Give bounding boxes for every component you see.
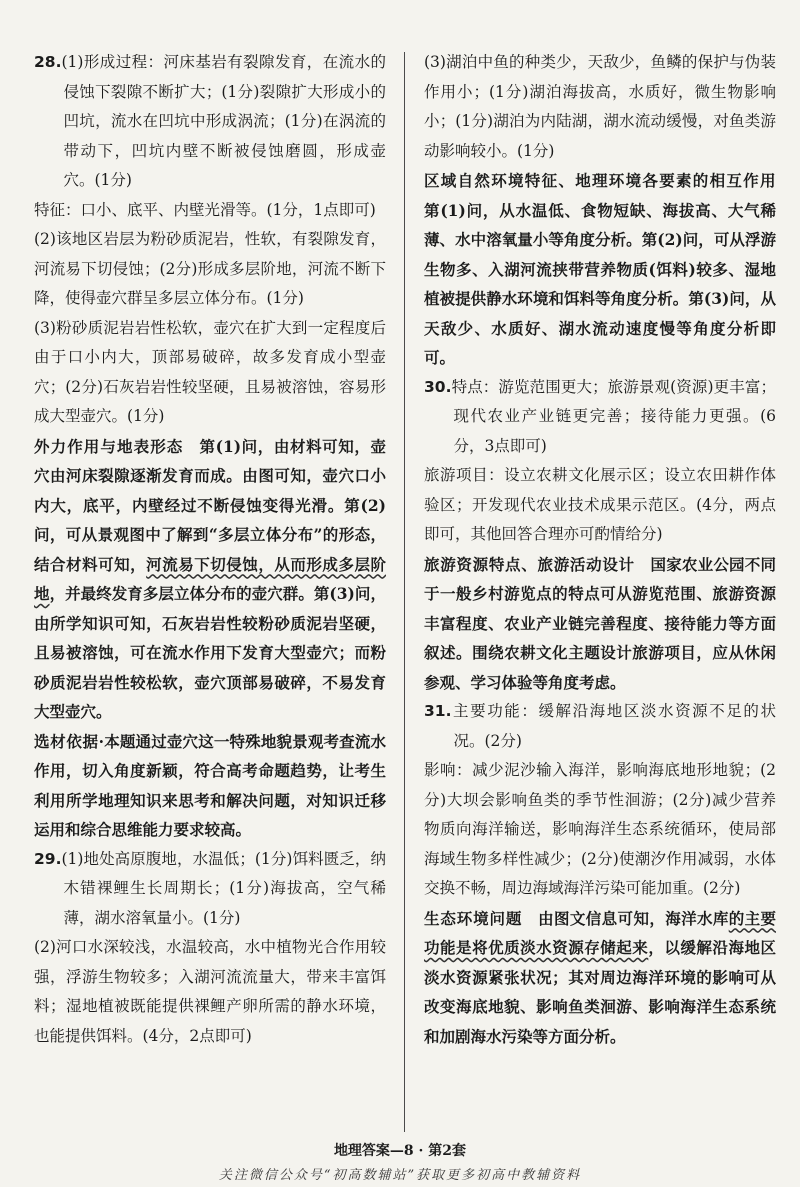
q29-part2: (2)河口水深较浅，水温较高，水中植物光合作用较强，浮游生物较多；入湖河流流量大，带来丰富饵料；湿地植被既能提供裸鲤产卵所需的静水环境，也能提供饵料。(4分，2点即可)	[34, 938, 386, 1045]
q28-part2: (2)该地区岩层为粉砂质泥岩，性软，有裂隙发育，河流易下切侵蚀；(2分)形成多层阶地，河流不断下降，使得壶穴群呈多层立体分布。(1分)	[34, 230, 386, 307]
q30-part2: 旅游项目：设立农耕文化展示区；设立农田耕作体验区；开发现代农业技术成果示范区。(4分，两点即可，其他回答合理亦可酌情给分)	[424, 466, 776, 543]
q31-part1: 31.主要功能：缓解沿海地区淡水资源不足的状况。(2分)	[424, 702, 776, 750]
q31-analysis-label: 生态环境问题	[424, 908, 523, 928]
q28-wavy-highlight: 河流易下切侵蚀，从而形成多层阶地	[34, 554, 386, 603]
q31-analysis: 生态环境问题 由图文信息可知，海洋水库的主要功能是将优质淡水资源存储起来，以缓解沿海地区淡水资源紧张状况；其对周边海洋环境的影响可从改变海底地貌、影响鱼类洄游、影响海洋生态系统和加剧海水污染等方面分析。	[424, 908, 776, 1046]
left-column	[34, 48, 386, 1051]
q30-part1: 30.特点：游览范围更大；旅游景观(资源)更丰富；现代农业产业链更完善；接待能力更强。(6分，3点即可)	[424, 377, 776, 455]
right-column	[424, 48, 776, 1051]
q30-number: 30.	[424, 377, 452, 396]
q28-part3: (3)粉砂质泥岩岩性松软，壶穴在扩大到一定程度后由于口小内大，顶部易破碎，故多发育成小型壶穴；(2分)石灰岩岩性较坚硬，且易被溶蚀，容易形成大型壶穴。(1分)	[34, 318, 386, 425]
q31-part2: 影响：减少泥沙输入海洋，影响海底地形地貌；(2分)大坝会影响鱼类的季节性洄游；(2分)减少营养物质向海洋输送，影响海洋生态系统循环，使局部海域生物多样性减少；(2分)使潮汐作用减弱，水体交换不畅，周边海域海洋污染可能加重。(2分)	[424, 761, 776, 897]
promo-note: 关注微信公众号“初高数辅站”获取更多初高中教辅资料	[218, 1168, 582, 1183]
page-footer: 地理答案—8 · 第2套	[333, 1143, 467, 1159]
q28-feature: 特征：口小、底平、内壁光滑等。(1分，1点即可)	[34, 200, 376, 219]
q29-part3: (3)湖泊中鱼的种类少，天敌少，鱼鳞的保护与伪装作用小；(1分)湖泊海拔高，水质好，微生物影响小；(1分)湖泊为内陆湖，湖水流动缓慢，对鱼类游动影响较小。(1分)	[424, 53, 776, 160]
q28-analysis: 外力作用与地表形态 第(1)问，由材料可知，壶穴由河床裂隙逐渐发育而成。由图可知，壶穴口小内大，底平，内壁经过不断侵蚀变得光滑。第(2)问，可从景观图中了解到“多层立体分布”的形态，结合材料可知，河流易下切侵蚀，从而形成多层阶地，并最终发育多层立体分布的壶穴群。第(3)问，由所学知识可知，石灰岩岩性较粉砂质泥岩坚硬，且易被溶蚀，可在流水作用下发育大型壶穴；而粉砂质泥岩岩性较松软，壶穴顶部易破碎，不易发育大型壶穴。	[34, 436, 386, 721]
q31-wavy-highlight: 的主要功能是将优质淡水资源存储起来	[424, 908, 776, 957]
q30-analysis-label: 旅游资源特点、旅游活动设计	[424, 554, 635, 574]
q29-analysis: 区域自然环境特征、地理环境各要素的相互作用 第(1)问，从水温低、食物短缺、海拔高、大气稀薄、水中溶氧量小等角度分析。第(2)问，可从浮游生物多、入湖河流挟带营养物质(饵料)较多、湿地植被提供静水环境和饵料等角度分析。第(3)问，从天敌少、水质好、湖水流动速度慢等角度分析即可。	[424, 171, 776, 367]
q28-analysis-label: 外力作用与地表形态	[34, 436, 184, 456]
q29-part1: 29.(1)地处高原腹地，水温低；(1分)饵料匮乏，纳木错裸鲤生长周期长；(1分)海拔高，空气稀薄，湖水溶氧量小。(1分)	[34, 849, 386, 927]
column-divider	[404, 52, 405, 1132]
q28-part1: 28.(1)形成过程：河床基岩有裂隙发育，在流水的侵蚀下裂隙不断扩大；(1分)裂隙扩大形成小的凹坑，流水在凹坑中形成涡流；(1分)在涡流的带动下，凹坑内壁不断被侵蚀磨圆，形成壶穴。(1分)	[34, 53, 386, 189]
q29-analysis-label: 区域自然环境特征、地理环境各要素的相互作用	[424, 171, 776, 190]
q29-number: 29.	[34, 849, 62, 868]
q30-analysis: 旅游资源特点、旅游活动设计 国家农业公园不同于一般乡村游览点的特点可从游览范围、旅游资源丰富程度、农业产业链完善程度、接待能力等方面叙述。围绕农耕文化主题设计旅游项目，应从休闲参观、学习体验等角度考虑。	[424, 554, 776, 692]
q28-number: 28.	[34, 53, 62, 71]
q28-basis: 选材依据·本题通过壶穴这一特殊地貌景观考查流水作用，切入角度新颖，符合高考命题趋势，让考生利用所学地理知识来思考和解决问题，对知识迁移运用和综合思维能力要求较高。	[34, 731, 386, 839]
q28-basis-label: 选材依据	[34, 731, 99, 751]
q31-number: 31.	[424, 702, 452, 720]
